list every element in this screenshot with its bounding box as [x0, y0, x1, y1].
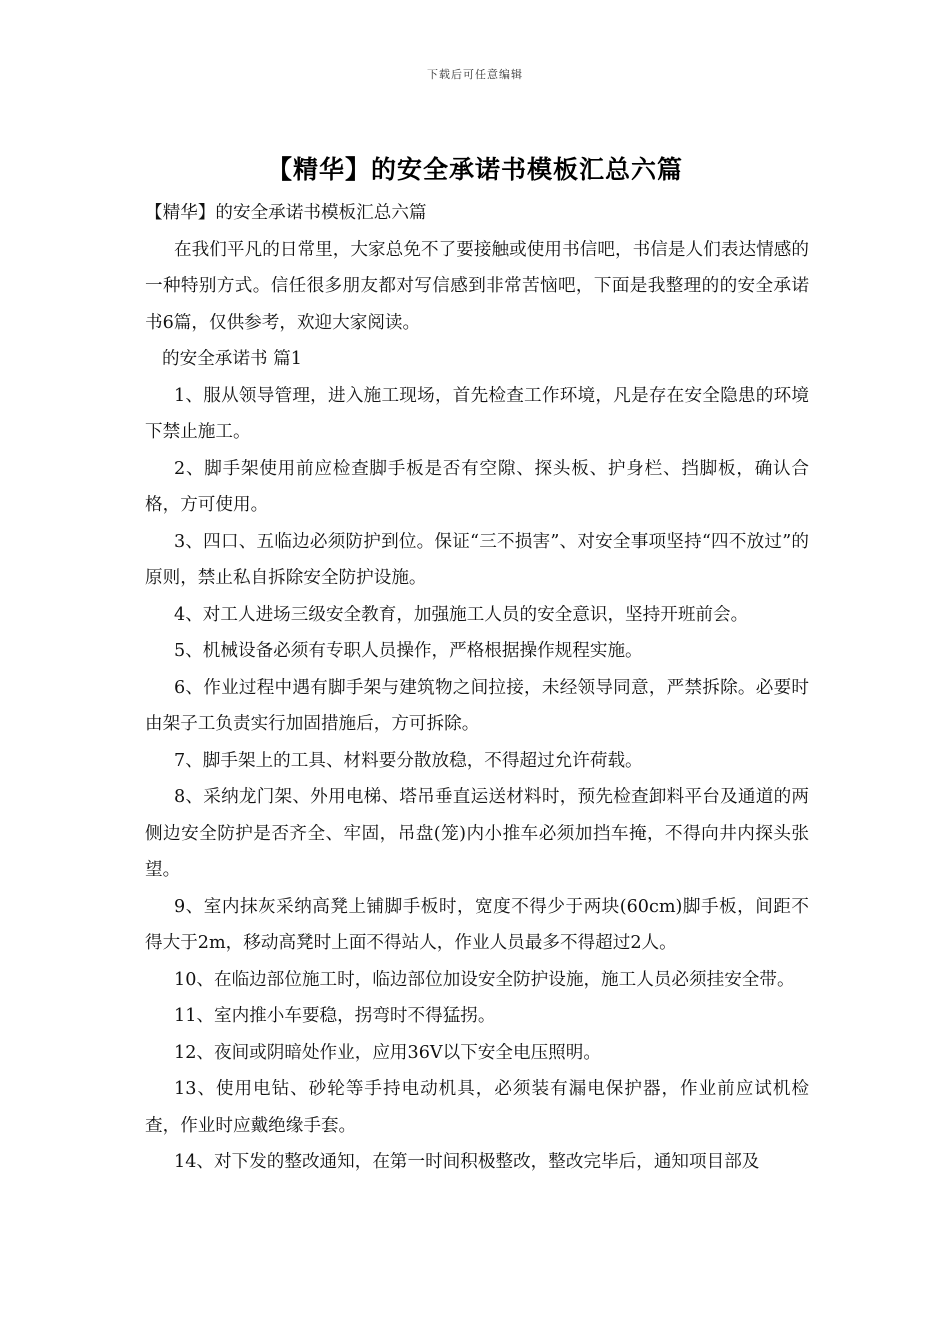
document-subtitle: 【精华】的安全承诺书模板汇总六篇	[145, 203, 427, 223]
list-item: 10、在临边部位施工时，临边部位加设安全防护设施，施工人员必须挂安全带。	[174, 969, 795, 990]
section-heading: 的安全承诺书 篇1	[162, 349, 302, 369]
list-item: 3、四口、五临边必须防护到位。保证“三不损害”、对安全事项坚持“四不放过”的原则，禁止私自拆除安全防护设施。	[145, 531, 809, 588]
list-item: 13、使用电钻、砂轮等手持电动机具，必须装有漏电保护器，作业前应试机检查，作业时应戴绝缘手套。	[145, 1079, 809, 1136]
list-item: 7、脚手架上的工具、材料要分散放稳，不得超过允许荷载。	[174, 750, 643, 771]
list-item: 4、对工人进场三级安全教育，加强施工人员的安全意识，坚持开班前会。	[174, 604, 749, 625]
document-title: 【精华】的安全承诺书模板汇总六篇	[266, 155, 683, 184]
list-item: 6、作业过程中遇有脚手架与建筑物之间拉接，未经领导同意，严禁拆除。必要时由架子工负责实行加固措施后，方可拆除。	[145, 677, 809, 734]
list-item: 1、服从领导管理，进入施工现场，首先检查工作环境，凡是存在安全隐患的环境下禁止施工。	[145, 385, 809, 442]
list-item: 2、脚手架使用前应检查脚手板是否有空隙、探头板、护身栏、挡脚板，确认合格，方可使用。	[145, 458, 809, 515]
list-item: 9、室内抹灰采纳高凳上铺脚手板时，宽度不得少于两块(60cm)脚手板，间距不得大于2m，移动高凳时上面不得站人，作业人员最多不得超过2人。	[145, 896, 809, 953]
list-item: 8、采纳龙门架、外用电梯、塔吊垂直运送材料时，预先检查卸料平台及通道的两侧边安全防护是否齐全、牢固，吊盘(笼)内小推车必须加挡车掩，不得向井内探头张望。	[145, 787, 809, 880]
document-body	[145, 195, 809, 1181]
intro-paragraph: 在我们平凡的日常里，大家总免不了要接触或使用书信吧，书信是人们表达情感的一种特别方式。信任很多朋友都对写信感到非常苦恼吧，下面是我整理的的安全承诺书6篇，仅供参考，欢迎大家阅读。	[145, 239, 809, 333]
header-note: 下载后可任意编辑	[427, 68, 523, 81]
list-item: 14、对下发的整改通知，在第一时间积极整改，整改完毕后，通知项目部及	[174, 1152, 760, 1172]
list-item: 12、夜间或阴暗处作业，应用36V以下安全电压照明。	[174, 1042, 601, 1063]
list-item: 11、室内推小车要稳，拐弯时不得猛拐。	[174, 1006, 496, 1026]
list-item: 5、机械设备必须有专职人员操作，严格根据操作规程实施。	[174, 641, 643, 661]
